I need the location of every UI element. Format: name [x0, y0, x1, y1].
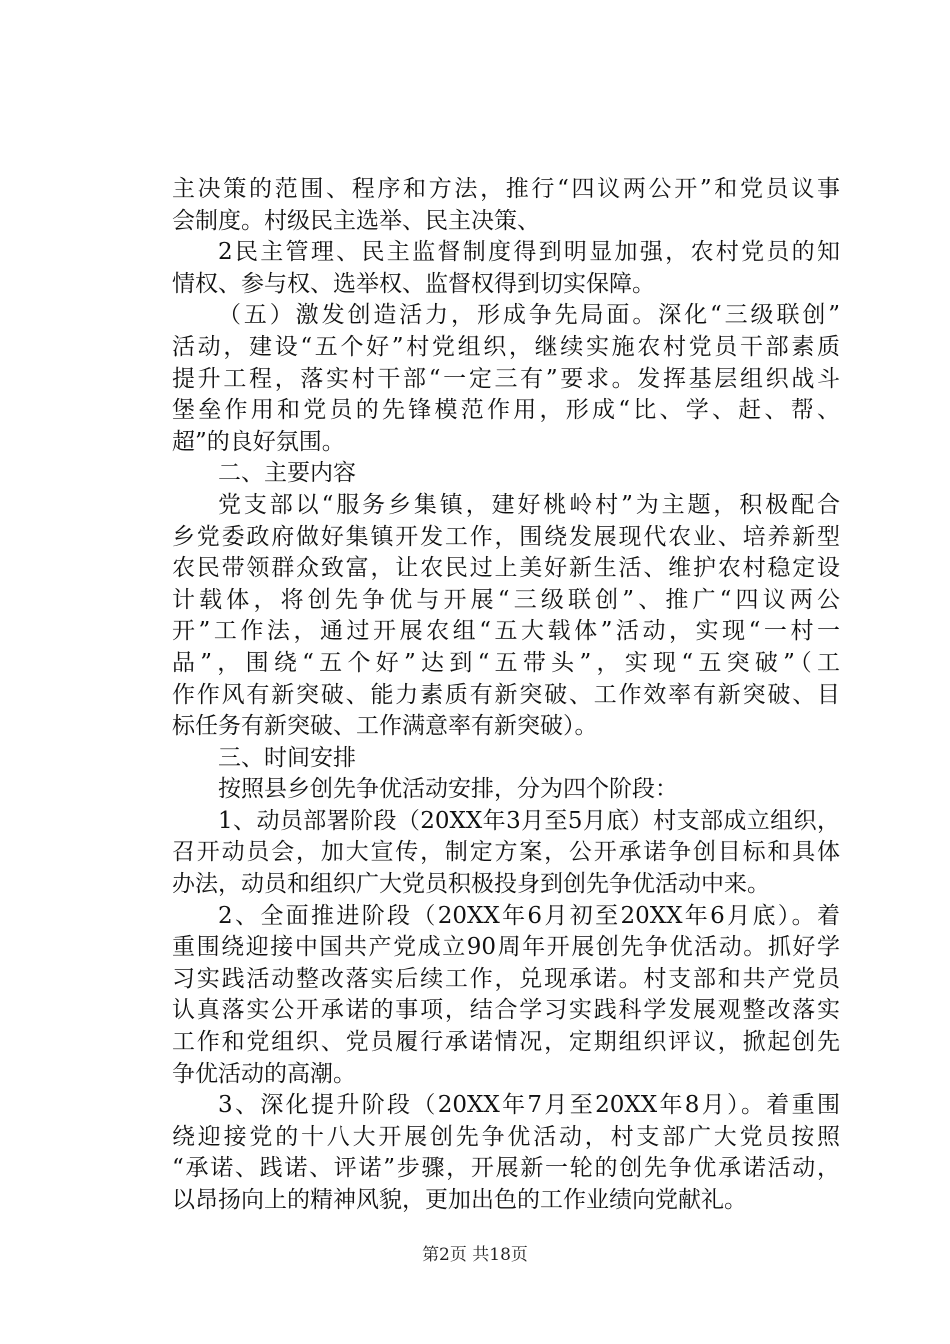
- text-line: “承诺、践诺、评诺”步骤，开展新一轮的创先争优承诺活动，: [172, 1155, 840, 1182]
- text-line: 主决策的范围、程序和方法，推行“四议两公开”和党员议事: [172, 176, 840, 202]
- text-line: 办法，动员和组织广大党员积极投身到创先争优活动中来。: [172, 871, 770, 898]
- text-line: （五）激发创造活力，形成争先局面。深化“三级联创”: [218, 302, 840, 329]
- text-line: 1、动员部署阶段（20XX年3月至5月底）村支部成立组织，: [218, 807, 840, 834]
- text-line: 活动，建设“五个好”村党组织，继续实施农村党员干部素质: [172, 333, 840, 360]
- text-line: 重围绕迎接中国共产党成立90周年开展创先争优活动。抓好学: [172, 934, 840, 961]
- text-line: 工作和党组织、党员履行承诺情况，定期组织评议，掀起创先: [172, 1029, 840, 1056]
- document-body: [172, 174, 840, 1217]
- text-line: 以昂扬向上的精神风貌，更加出色的工作业绩向党献礼。: [172, 1187, 747, 1213]
- text-line: 党支部以“服务乡集镇，建好桃岭村”为主题，积极配合: [218, 491, 840, 518]
- text-line: 堡垒作用和党员的先锋模范作用，形成“比、学、赶、帮、: [172, 397, 840, 424]
- text-line: 情权、参与权、选举权、监督权得到切实保障。: [172, 270, 655, 297]
- text-line: 二、主要内容: [218, 460, 356, 487]
- text-line: 标任务有新突破、工作满意率有新突破）。: [172, 713, 598, 740]
- page-footer: [0, 1244, 950, 1266]
- text-line: 绕迎接党的十八大开展创先争优活动，村支部广大党员按照: [172, 1123, 840, 1150]
- page-number-label: 第2页 共18页: [422, 1245, 528, 1265]
- text-line: 超”的良好氛围。: [172, 428, 345, 455]
- text-line: 2、全面推进阶段（20XX年6月初至20XX年6月底）。着: [218, 902, 840, 929]
- text-line: 农民带领群众致富，让农民过上美好新生活、维护农村稳定设: [172, 555, 840, 582]
- text-line: 乡党委政府做好集镇开发工作，围绕发展现代农业、培养新型: [172, 523, 840, 550]
- text-line: 三、时间安排: [218, 744, 356, 771]
- text-line: 品”，围绕“五个好”达到“五带头”，实现“五突破”（工: [172, 649, 840, 676]
- text-line: 作作风有新突破、能力素质有新突破、工作效率有新突破、目: [172, 681, 840, 708]
- text-line: 习实践活动整改落实后续工作，兑现承诺。村支部和共产党员: [172, 965, 840, 992]
- text-line: 按照县乡创先争优活动安排，分为四个阶段：: [218, 776, 678, 803]
- text-line: 会制度。村级民主选举、民主决策、: [172, 207, 540, 234]
- text-line: 开”工作法，通过开展农组“五大载体”活动，实现“一村一: [172, 618, 840, 645]
- text-line: 争优活动的高潮。: [172, 1060, 356, 1087]
- text-line: 召开动员会，加大宣传，制定方案，公开承诺争创目标和具体: [172, 839, 840, 866]
- text-line: 认真落实公开承诺的事项，结合学习实践科学发展观整改落实: [172, 997, 840, 1024]
- text-line: 提升工程，落实村干部“一定三有”要求。发挥基层组织战斗: [172, 365, 840, 392]
- text-line: 3、深化提升阶段（20XX年7月至20XX年8月）。着重围: [218, 1092, 840, 1119]
- text-line: 计载体，将创先争优与开展“三级联创”、推广“四议两公: [172, 586, 840, 613]
- text-line: 2民主管理、民主监督制度得到明显加强，农村党员的知: [218, 239, 840, 266]
